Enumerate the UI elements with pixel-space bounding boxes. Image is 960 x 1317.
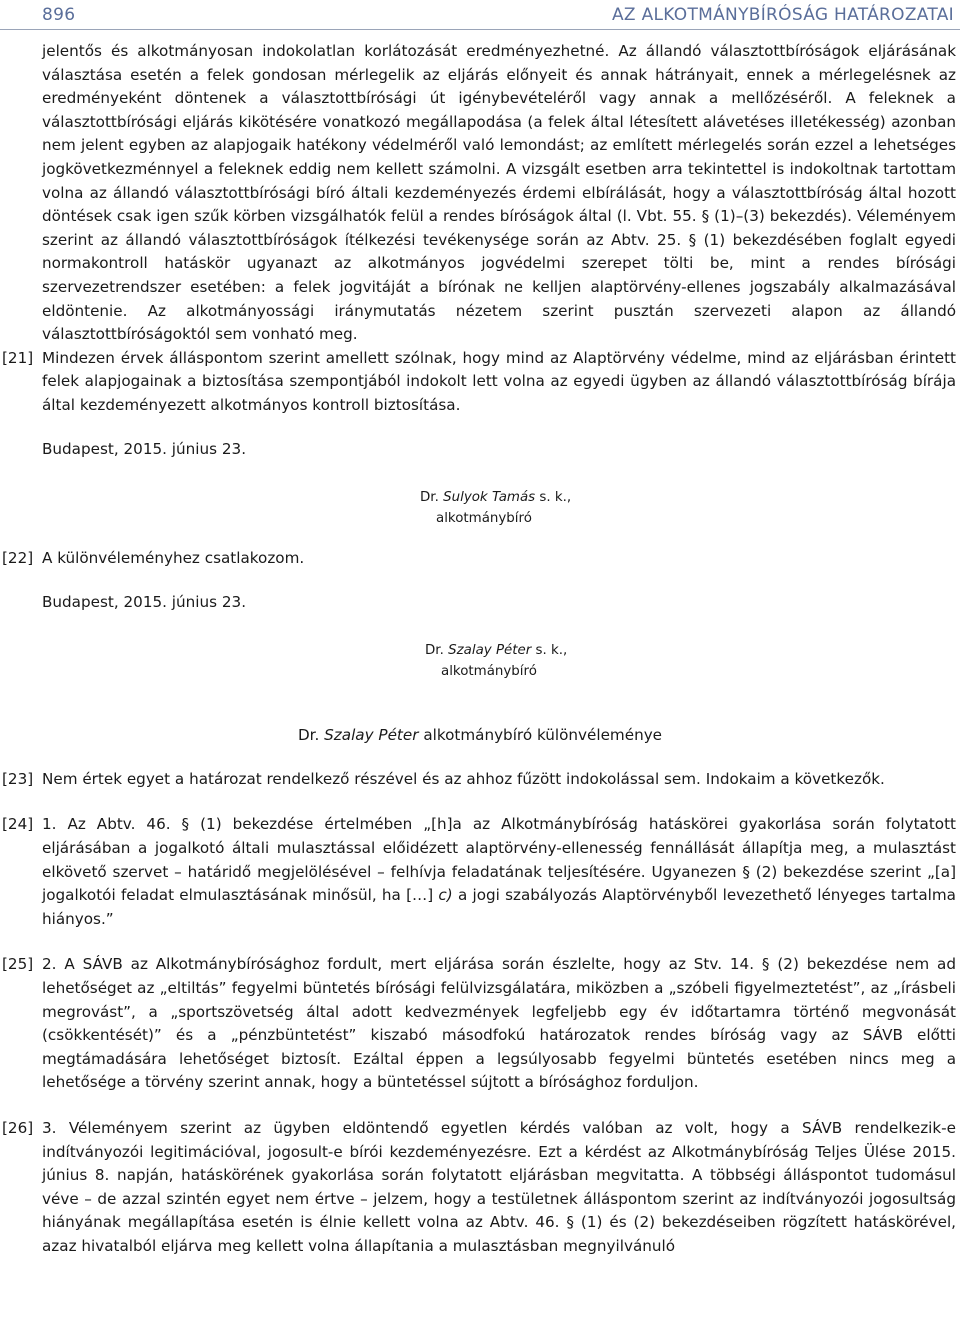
paragraph-22 (0, 547, 960, 571)
signature-role: alkotmánybíró (441, 664, 537, 680)
paragraph-italic-point: c) (438, 886, 453, 905)
dissent-title-dr: Dr. (297, 726, 320, 745)
signature-title: Dr. (420, 490, 439, 506)
signature-name: Szalay Péter (448, 643, 532, 659)
page-content (0, 40, 960, 1259)
dissent-heading (0, 724, 960, 748)
paragraph-25 (0, 953, 960, 1095)
signature-title: Dr. (425, 643, 444, 659)
paragraph-number: [22] (2, 549, 34, 568)
dissent-author: Szalay Péter (324, 726, 419, 745)
paragraph-text: jelentős és alkotmányosan indokolatlan korlátozását eredményezhetné. Az állandó választottbíróságok eljárásának választása esetén a felek gondosan mérlegelik az eljárás előnyeit és annak hátrányait, ennek a mérlegelésnek az eredményeként döntenek a választottbírósági út igénybevételéről vagy annak a mellőzéséről. A feleknek a választottbírósági eljárás kikötésére vonatkozó megállapodása (a felek által létesített alávetéses illetékesség) azonban nem jelent egyben az alapjogaik hatékony védelméről való lemondást; az említett mérlegelés során ezzel a lehetséges jogkövetkezménnyel a feleknek eddig nem kellett számolni. A vizsgált esetben arra tekintettel is indokoltnak tartottam volna az állandó választottbírósági bíró általi kezdeményezés érdemi elbírálását, hogy a választottbíróság által hozott döntések csak igen szűk körben vizsgálhatók felül a rendes bíróságok által (l. Vbt. 55. § (1)–(3) bekezdés). Véleményem szerint az állandó választottbíróságok ítélkezési tevékenysége során az Abtv. 25. § (1) bekezdésében foglalt egyedi normakontroll hatáskör ugyanazt az alkotmányos jogvédelmi szerepet tölti be, mint a rendes bírósági szervezetrendszer esetében: a felek jogvitáját a bírónak ne kelljen alaptörvény-ellenes jogszabály alkalmazásával eldöntenie. Az alkotmányossági iránymutatás nézetem szerint pusztán szervezeti alapon az állandó választottbíróságoktól sem vonható meg. (42, 42, 956, 344)
paragraph-text: 3. Véleményem szerint az ügyben eldöntendő egyetlen kérdés valóban az volt, hogy a SÁVB rendelkezik-e indítványozói legitimációval, jogosult-e bírói kezdeményezésre. Ezt a kérdést az Alkotmánybíróság Teljes Ülése 2015. június 8. napján, hatáskörének gyakorlása során folytatott eljárásban megvitatta. A többségi álláspontot tudomásul véve – de azzal szintén egyet nem értve – jelzem, hogy a testületnek álláspontom szerint az indítványozói jogosultság hiányának megállapítása esetén is élnie kellett volna az Abtv. 46. § (1) és (2) bekezdéseiben rögzített hatáskörével, azaz hivatalból eljárva meg kellett volna állapítania a mulasztásban megnyilvánuló (42, 1119, 956, 1255)
paragraph-text: Mindezen érvek álláspontom szerint amellett szólnak, hogy mind az Alaptörvény védelme, mind az eljárásban érintett felek alapjogainak a biztosítása szempontjából indokolt lett volna az egyedi ügyben az állandó választottbíróság bírája által kezdeményezett alkotmányos kontroll biztosítása. (42, 348, 956, 414)
signature-role: alkotmánybíró (436, 511, 532, 527)
dissent-title-rest: alkotmánybíró különvéleménye (423, 726, 663, 745)
paragraph-number: [26] (2, 1119, 34, 1137)
paragraph-number: [21] (2, 348, 34, 367)
signature-block (420, 487, 960, 529)
paragraph-text: 2. A SÁVB az Alkotmánybírósághoz fordult, mert eljárása során észlelte, hogy az Stv. 14. § (2) bekezdése nem ad lehetőséget az „eltiltás” fegyelmi büntetés bírósági felülvizsgálatára, miközben a „szóbeli figyelmeztetést”, az „írásbeli megrovást”, a „sportszövetség által adott kedvezmények legfeljebb egy év időtartamra történő megvonását (csökkentését)” és a „pénzbüntetést” kiszabó másodfokú határozatok rendes bíróság vagy az SÁVB előtti megtámadására lehetőséget biztosít. Ezáltal éppen a legsúlyosabb fegyelmi büntetés esetében nincs meg a lehetősége a törvény szerint annak, hogy a büntetéssel sújtott a bírósághoz forduljon. (42, 955, 956, 1092)
signature-sk: s. k., (535, 643, 568, 659)
date-line: Budapest, 2015. június 23. (42, 439, 247, 458)
signature-sk: s. k., (539, 490, 572, 506)
paragraph-24 (0, 813, 960, 931)
paragraph-number: [25] (2, 955, 34, 974)
signature-name: Sulyok Tamás (443, 490, 536, 506)
paragraph-text: A különvéleményhez csatlakozom. (42, 549, 305, 568)
paragraph-continued (0, 40, 960, 347)
paragraph-26 (0, 1117, 960, 1259)
paragraph-number: [23] (2, 769, 34, 788)
paragraph-number: [24] (2, 815, 34, 834)
signature-block (425, 640, 960, 682)
running-header (0, 0, 960, 30)
date-line: Budapest, 2015. június 23. (42, 592, 247, 611)
page-number: 896 (42, 4, 76, 25)
paragraph-23 (0, 768, 960, 792)
paragraph-text-end: a jogi szabályozás Alaptörvényből levezethető lényeges tartalma hiányos.” (42, 886, 956, 928)
paragraph-text: 1. Az Abtv. 46. § (1) bekezdése értelmében „[h]a az Alkotmánybíróság hatáskörei gyakorlása során folytatott eljárásában a jogalkotó általi mulasztással előidézett alaptörvény-ellenesség fennállását állapítja meg, a mulasztást elkövető szervet – határidő megjelölésével – felhívja feladatának teljesítésére. Ugyanezen § (2) bekezdése szerint „[a] jogalkotói feladat elmulasztásának minősül, ha […] (42, 815, 956, 905)
paragraph-21 (0, 347, 960, 418)
running-title: AZ ALKOTMÁNYBÍRÓSÁG HATÁROZATAI (612, 4, 954, 25)
paragraph-text: Nem értek egyet a határozat rendelkező részével és az ahhoz fűzött indokolással sem. Indokaim a következők. (42, 769, 885, 788)
